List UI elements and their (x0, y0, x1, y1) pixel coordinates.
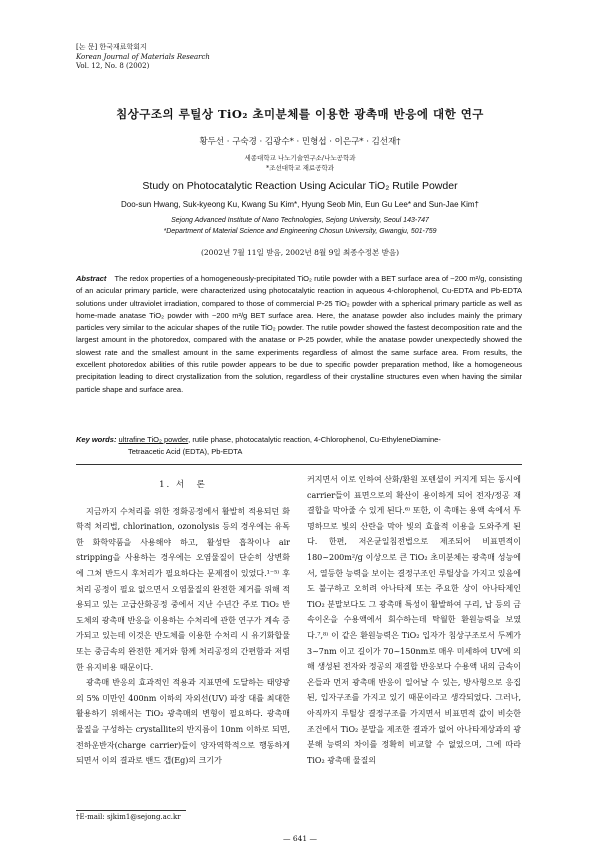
footnote-email: †E-mail: sjkim1@sejong.ac.kr (76, 813, 181, 821)
keywords-label: Key words (76, 435, 114, 444)
section-heading: 1. 서 론 (159, 480, 207, 490)
journal-name-kr: [논 문] 한국재료학회지 (76, 43, 147, 51)
korean-affiliations (0, 153, 600, 173)
keywords-line2: Tetraacetic Acid (EDTA), Pb-EDTA (128, 447, 243, 456)
english-title: Study on Photocatalytic Reaction Using Acicular TiO₂ Rutile Powder (142, 180, 458, 192)
abstract-divider (76, 464, 522, 465)
journal-header (76, 43, 210, 72)
korean-authors: 황두선 · 구숙경 · 김광수* · 민형섭 · 이은구* · 김선재† (199, 137, 401, 147)
left-column (76, 478, 290, 769)
received-dates: (2002년 7월 11일 받음, 2002년 8월 9일 최종수정본 받음) (200, 248, 399, 257)
keywords-rest: , rutile phase, photocatalytic reaction, 4-Chlorophenol, Cu-EthyleneDiamine- (188, 435, 441, 444)
korean-title: 침상구조의 루틸상 TiO₂ 초미분체를 이용한 광촉매 반응에 대한 연구 (116, 107, 484, 121)
body-paragraph: 지금까지 수처리를 위한 정화공정에서 활발히 적용되던 화학적 처리법, chlorination, ozonolysis 등의 경우에는 유독한 화학약품을 사용해야 하고, 활성탄 흡착이나 air stripping을 사용하는 경우에는 오염물질이 단순히 상변화 에 그쳐 반드시 후처리가 필요하다는 문제점이 있었다.¹⁻⁵⁾ 후처리 공정이 필요 없으면서 오염물질의 완전한 제거를 위해 적용되고 있는 고급산화공정 중에서 지난 수년간 주로 TiO₂ 반도체의 광촉매 반응을 이용하는 수처리에 관한 연구가 계속 증가되고 있는데 이것은 반도체를 이용한 수처리 시 유기화합물 또는 중금속의 완전한 제거와 함께 처리공정의 간편함과 저렴한 유지비용 때문이다. (76, 506, 290, 672)
footnote-divider (76, 810, 186, 811)
keyword-underlined: ultrafine TiO₂ powder (118, 435, 189, 444)
journal-name-en: Korean Journal of Materials Research (76, 52, 210, 61)
body-paragraph: 광촉매 반응의 효과적인 적용과 지표면에 도달하는 태양광의 5% 미만인 400nm 이하의 자외선(UV) 파장 대를 최대한 활용하기 위해서는 TiO₂ 광촉매의 변형이 필요하다. 광촉매 물질을 구성하는 crystallite의 반지름이 10nm 이하로 되면, 전하운반자(charge carrier)들이 양자역학적으로 행동하게 되면서 이의 결과로 밴드 갭(Eg)의 크기가 (76, 678, 290, 766)
journal-volume: Vol. 12, No. 8 (2002) (76, 62, 150, 70)
abstract-text: The redox properties of a homogeneously-precipitated TiO₂ rutile powder with a BET surface area of ~200 m²/g, consisting of an acicular primary particle, were characterized using photocatalytic reaction in aqueous 4-chlorophenol, Cu-EDTA and Pb-EDTA solutions under ultraviolet irradiation, compared to those of commercial P-25 TiO₂ powder with a spherical primary particle as well as home-made anatase TiO₂ powder with ~200 m²/g BET surface area. Here, the anatase powder also includes mainly the primary particles very similar to the acicular shapes of the rutile TiO₂ powder. The rutile powder showed the fastest decomposition rate and the largest amount in the photoredox, compared with the anatase or P-25 powder, while the anatase powder unexpectedly showed the slowest rate and the smallest amount in the same experiments regardless of almost the same surface area. From results, the excellent photoredox abilities of this rutile powder appears to be due to specific powder preparation method, like a homogeneous precipitation leading to direct crystallization from the solution, regardless of their crystalline structures even when having the similar particle shape and surface area. (76, 274, 522, 394)
english-authors: Doo-sun Hwang, Suk-kyeong Ku, Kwang Su Kim*, Hyung Seob Min, Eun Gu Lee* and Sun-Jae Kim† (121, 200, 479, 209)
keywords: Key words: ultrafine TiO₂ powder, rutile phase, photocatalytic reaction, 4-Chlorophenol, Cu-EthyleneDiamine- Tetraacetic Acid (EDTA), Pb-EDTA (76, 434, 522, 458)
english-affiliation-2: *Department of Material Science and Engineering Chosun University, Gwangju, 501-759 (163, 228, 437, 235)
korean-affiliation-1: 세종대학교 나노기술연구소/나노공학과 (244, 154, 356, 162)
abstract (76, 273, 522, 396)
english-affiliation-1: Sejong Advanced Institute of Nano Technologies, Sejong University, Seoul 143-747 (171, 217, 429, 224)
abstract-label: Abstract (76, 274, 107, 283)
page-number: — 641 — (282, 834, 318, 843)
english-affiliations (0, 215, 600, 237)
korean-affiliation-2: *조선대학교 재료공학과 (265, 164, 335, 172)
right-column (307, 472, 521, 768)
body-paragraph: 커지면서 이로 인하여 산화/환원 포텐셜이 커지게 되는 동시에 carrier들이 표면으로의 확산이 용이하게 되어 전자/정공 재결합을 막아줄 수 있게 된다.⁶⁾ 또한, 이 촉매는 용액 속에서 투명하므로 빛의 산란을 막아 빛의 효율적 이용을 도와주게 된다. 한편, 저온균일침전법으로 제조되어 비표면적이 180~200m²/g 이상으로 큰 TiO₂ 초미분체는 광촉매 성능에서, 열등한 능력을 보이는 결정구조인 루틸상을 가지고 있음에도 불구하고 오히려 아나타제 또는 주요한 상이 아나타제인 TiO₂ 분말보다도 그 광촉매 특성이 활발하여 구리, 납 등의 금속이온을 수용액에서 회수하는데 탁월한 환원능력을 보였다.⁷,⁸⁾ 이 같은 환원능력은 TiO₂ 입자가 침상구조로서 두께가 3~7nm 이고 길이가 70~150nm로 매우 미세하여 UV에 의해 생성된 전자와 정공의 재결합 반응보다 수용액 내의 금속이온들과 먼저 광촉매 반응이 일어날 수 있는, 방사형으로 응집된, 입자구조를 가지고 있기 때문이라고 생각되었다. 그러나, 아직까지 루틸상 결정구조를 가지면서 비표면적 값이 비슷한 조건에서 TiO₂ 분말을 제조한 결과가 없어 아나타제상과의 광분해 능력의 차이를 정확히 비교할 수 없었으며, 그에 따라 TiO₂ 광촉매 물질의 (307, 475, 521, 765)
